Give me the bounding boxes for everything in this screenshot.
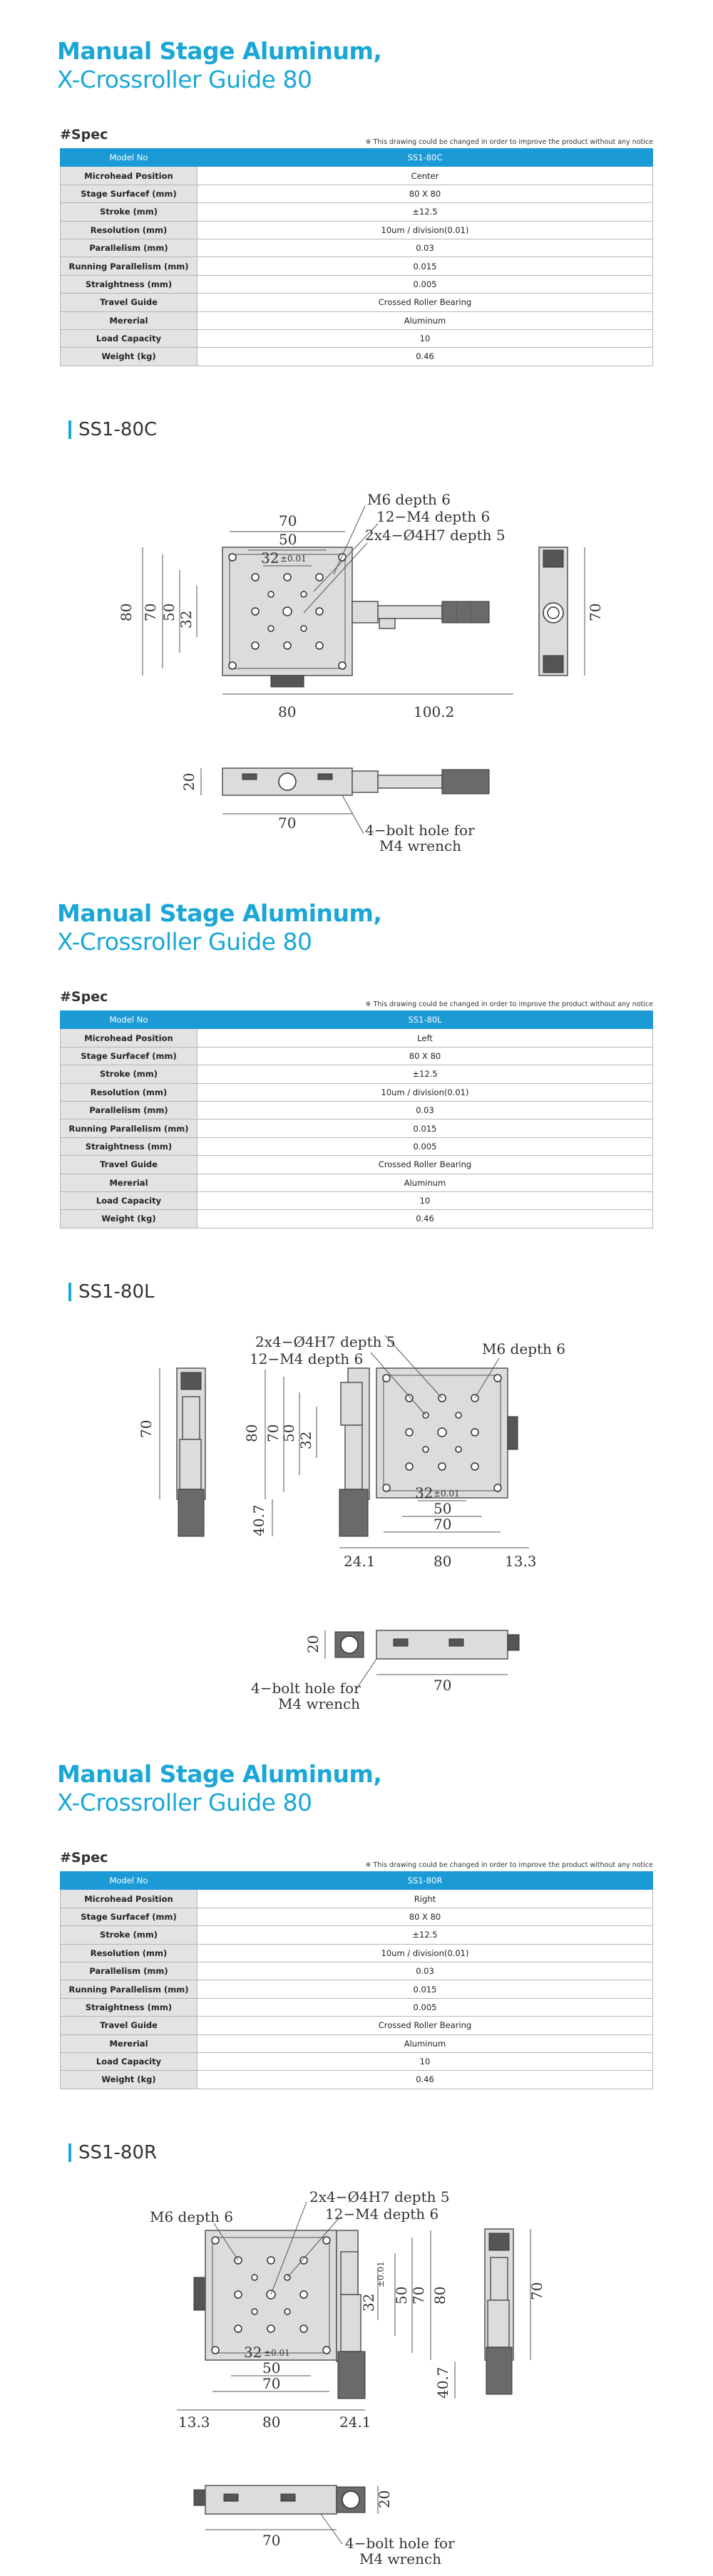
table-row — [61, 1210, 653, 1228]
spec-value: 0.03 — [198, 239, 653, 257]
spec-key: Mererial — [61, 1174, 198, 1191]
model-tag: SS1-80C — [68, 420, 157, 439]
spec-value: 0.03 — [198, 1101, 653, 1119]
dim-100: 100.2 — [414, 703, 455, 720]
page-subtitle: X-Crossroller Guide 80 — [57, 1789, 312, 1816]
dim-80-side: 80 — [243, 1424, 260, 1442]
spec-value: Aluminum — [198, 1174, 653, 1191]
spec-label: #Spec — [60, 1850, 108, 1866]
label-h7: 2x4−Ø4H7 depth 5 — [309, 2188, 450, 2205]
spec-value: ±12.5 — [198, 1065, 653, 1083]
table-header-row — [61, 149, 653, 167]
spec-value: Crossed Roller Bearing — [198, 1156, 653, 1174]
dim-50: 50 — [262, 2359, 281, 2376]
spec-value: 80 X 80 — [198, 1908, 653, 1925]
label-bolt-1: 4−bolt hole for — [345, 2535, 455, 2552]
dim-70-front: 70 — [262, 2532, 281, 2549]
dim-80-side: 80 — [118, 603, 135, 621]
spec-key: Straightness (mm) — [61, 275, 198, 293]
label-bolt-1: 4−bolt hole for — [365, 822, 475, 839]
spec-label: #Spec — [60, 127, 108, 143]
spec-key: Stage Surfacef (mm) — [61, 1908, 198, 1925]
dim-32: 32 — [261, 549, 279, 567]
page-title: Manual Stage Aluminum, — [57, 37, 382, 65]
dim-40-7: 40.7 — [434, 2366, 451, 2399]
spec-key: Mererial — [61, 311, 198, 329]
dim-40-7: 40.7 — [250, 1504, 267, 1536]
drawing-svg-l — [0, 1318, 713, 1717]
dim-20: 20 — [304, 1635, 322, 1653]
page-title: Manual Stage Aluminum, — [57, 899, 382, 927]
dim-50: 50 — [434, 1500, 452, 1517]
table-header-row — [61, 1011, 653, 1029]
table-row — [61, 1980, 653, 1998]
spec-key: Stroke (mm) — [61, 203, 198, 221]
technical-drawing — [0, 463, 713, 855]
dim-50-side: 50 — [160, 603, 178, 621]
page-subtitle: X-Crossroller Guide 80 — [57, 928, 312, 956]
dim-32-side: 32 — [178, 610, 195, 629]
table-row — [61, 257, 653, 275]
dim-24-1: 24.1 — [344, 1553, 376, 1570]
table-row — [61, 348, 653, 366]
spec-value: 0.015 — [198, 1119, 653, 1137]
dim-32-side: 32 — [360, 2293, 377, 2312]
spec-value: 0.005 — [198, 1137, 653, 1155]
spec-key: Load Capacity — [61, 2052, 198, 2070]
spec-key: Resolution (mm) — [61, 221, 198, 239]
dim-70-right: 70 — [587, 603, 604, 621]
spec-key: Stage Surfacef (mm) — [61, 1047, 198, 1065]
spec-value: SS1-80R — [198, 1872, 653, 1890]
label-bolt-1: 4−bolt hole for — [251, 1680, 361, 1697]
micrometer-knob — [442, 601, 489, 623]
dim-50-side: 50 — [393, 2286, 410, 2305]
dim-tolerance: ±0.01 — [434, 1489, 460, 1499]
dim-tolerance: ±0.01 — [264, 2348, 290, 2358]
label-bolt-2: M4 wrench — [359, 2550, 442, 2567]
label-h7: 2x4−Ø4H7 depth 5 — [365, 527, 506, 544]
spec-key: Parallelism (mm) — [61, 239, 198, 257]
label-h7: 2x4−Ø4H7 depth 5 — [255, 1333, 396, 1350]
dim-70-side: 70 — [142, 603, 159, 621]
spec-value: 0.46 — [198, 348, 653, 366]
spec-key: Stroke (mm) — [61, 1065, 198, 1083]
dim-50: 50 — [279, 531, 297, 548]
dim-70: 70 — [434, 1516, 452, 1533]
dim-50-side: 50 — [280, 1424, 297, 1442]
spec-key: Running Parallelism (mm) — [61, 257, 198, 275]
spec-value: 80 X 80 — [198, 1047, 653, 1065]
table-row — [61, 1191, 653, 1209]
label-m4: 12−M4 depth 6 — [376, 508, 491, 525]
spec-value: 10 — [198, 2052, 653, 2070]
dim-80-bottom: 80 — [434, 1553, 452, 1570]
drawing-svg-r — [0, 2173, 713, 2576]
spec-key: Mererial — [61, 2034, 198, 2052]
dim-70-side: 70 — [265, 1424, 282, 1442]
spec-key: Weight (kg) — [61, 1210, 198, 1228]
table-row — [61, 2071, 653, 2089]
table-row — [61, 2052, 653, 2070]
spec-key: Load Capacity — [61, 1191, 198, 1209]
table-row — [61, 311, 653, 329]
technical-drawing — [0, 2173, 713, 2576]
dim-70-left: 70 — [138, 1419, 155, 1438]
spec-key: Microhead Position — [61, 167, 198, 185]
spec-key: Weight (kg) — [61, 348, 198, 366]
dim-80-side: 80 — [431, 2286, 448, 2305]
spec-key: Travel Guide — [61, 2017, 198, 2034]
dim-70-front: 70 — [434, 1677, 452, 1694]
label-m6: M6 depth 6 — [150, 2208, 234, 2225]
dim-70: 70 — [262, 2375, 281, 2392]
dim-70-side: 70 — [410, 2286, 427, 2305]
spec-label: #Spec — [60, 989, 108, 1005]
spec-value: Aluminum — [198, 2034, 653, 2052]
label-bolt-2: M4 wrench — [278, 1695, 361, 1712]
table-row — [61, 1174, 653, 1191]
dim-80-bottom: 80 — [262, 2414, 281, 2431]
table-row — [61, 329, 653, 347]
table-row — [61, 1047, 653, 1065]
spec-key: Running Parallelism (mm) — [61, 1980, 198, 1998]
notice-text: ※ This drawing could be changed in order to improve the product without any notice — [365, 138, 653, 146]
spec-value: 0.03 — [198, 1962, 653, 1980]
table-row — [61, 1029, 653, 1047]
table-row — [61, 1083, 653, 1101]
model-tag: SS1-80R — [68, 2143, 157, 2162]
spec-key: Resolution (mm) — [61, 1083, 198, 1101]
dim-13-3: 13.3 — [178, 2414, 210, 2431]
spec-key: Model No — [61, 149, 198, 167]
spec-value: Right — [198, 1890, 653, 1908]
dim-32-side: 32 — [297, 1431, 314, 1449]
spec-key: Weight (kg) — [61, 2071, 198, 2089]
dim-70-front: 70 — [278, 814, 297, 832]
spec-table — [60, 1871, 653, 2089]
spec-key: Model No — [61, 1011, 198, 1029]
spec-value: Crossed Roller Bearing — [198, 294, 653, 311]
drawing-svg-c — [0, 463, 713, 855]
spec-value: 80 X 80 — [198, 185, 653, 202]
spec-value: 0.015 — [198, 257, 653, 275]
label-m6: M6 depth 6 — [367, 491, 451, 508]
table-row — [61, 1137, 653, 1155]
spec-value: 10um / division(0.01) — [198, 1083, 653, 1101]
spec-key: Microhead Position — [61, 1890, 198, 1908]
spec-key: Stroke (mm) — [61, 1926, 198, 1944]
spec-key: Model No — [61, 1872, 198, 1890]
dim-20: 20 — [376, 2490, 393, 2508]
table-row — [61, 1908, 653, 1925]
spec-value: ±12.5 — [198, 203, 653, 221]
spec-key: Straightness (mm) — [61, 1137, 198, 1155]
table-row — [61, 1119, 653, 1137]
spec-key: Load Capacity — [61, 329, 198, 347]
dim-32: 32 — [244, 2344, 262, 2361]
spec-value: Aluminum — [198, 311, 653, 329]
spec-key: Running Parallelism (mm) — [61, 1119, 198, 1137]
technical-drawing — [0, 1318, 713, 1717]
table-row — [61, 1926, 653, 1944]
spec-value: 0.46 — [198, 2071, 653, 2089]
dim-70-right: 70 — [528, 2282, 545, 2300]
spec-table — [60, 148, 653, 366]
dim-32: 32 — [415, 1484, 434, 1501]
label-bolt-2: M4 wrench — [379, 837, 462, 854]
label-m4: 12−M4 depth 6 — [325, 2205, 439, 2223]
label-m6: M6 depth 6 — [482, 1340, 566, 1357]
table-row — [61, 275, 653, 293]
spec-value: ±12.5 — [198, 1926, 653, 1944]
dim-20: 20 — [180, 772, 198, 791]
table-row — [61, 1962, 653, 1980]
table-row — [61, 2017, 653, 2034]
spec-value: 10um / division(0.01) — [198, 221, 653, 239]
table-row — [61, 239, 653, 257]
table-row — [61, 1998, 653, 2016]
page-title: Manual Stage Aluminum, — [57, 1760, 382, 1788]
table-row — [61, 221, 653, 239]
spec-value: SS1-80L — [198, 1011, 653, 1029]
table-row — [61, 1156, 653, 1174]
table-row — [61, 185, 653, 202]
page-subtitle: X-Crossroller Guide 80 — [57, 66, 312, 93]
spec-key: Travel Guide — [61, 1156, 198, 1174]
spec-key: Straightness (mm) — [61, 1998, 198, 2016]
table-row — [61, 2034, 653, 2052]
spec-value: Crossed Roller Bearing — [198, 2017, 653, 2034]
spec-value: 10um / division(0.01) — [198, 1944, 653, 1962]
spec-value: 0.015 — [198, 1980, 653, 1998]
spec-key: Parallelism (mm) — [61, 1101, 198, 1119]
spec-value: 0.005 — [198, 1998, 653, 2016]
spec-key: Resolution (mm) — [61, 1944, 198, 1962]
label-m4: 12−M4 depth 6 — [250, 1350, 364, 1367]
spec-value: SS1-80C — [198, 149, 653, 167]
spec-value: 10 — [198, 1191, 653, 1209]
dim-70: 70 — [279, 512, 297, 529]
dim-24-1: 24.1 — [339, 2414, 371, 2431]
dim-tolerance-side: ±0.01 — [376, 2261, 386, 2287]
spec-value: 0.46 — [198, 1210, 653, 1228]
notice-text: ※ This drawing could be changed in order to improve the product without any notice — [365, 1861, 653, 1869]
spec-value: Center — [198, 167, 653, 185]
dim-80-bottom: 80 — [278, 703, 297, 720]
spec-table — [60, 1010, 653, 1228]
model-tag: SS1-80L — [68, 1283, 155, 1301]
spec-key: Travel Guide — [61, 294, 198, 311]
spec-key: Parallelism (mm) — [61, 1962, 198, 1980]
table-row — [61, 167, 653, 185]
spec-key: Microhead Position — [61, 1029, 198, 1047]
table-row — [61, 1944, 653, 1962]
spec-key: Stage Surfacef (mm) — [61, 185, 198, 202]
dim-13-3: 13.3 — [505, 1553, 537, 1570]
table-row — [61, 203, 653, 221]
spec-value: 10 — [198, 329, 653, 347]
table-row — [61, 1101, 653, 1119]
dim-tolerance: ±0.01 — [280, 554, 307, 564]
table-header-row — [61, 1872, 653, 1890]
spec-value: Left — [198, 1029, 653, 1047]
table-row — [61, 1890, 653, 1908]
notice-text: ※ This drawing could be changed in order to improve the product without any notice — [365, 1000, 653, 1008]
table-row — [61, 294, 653, 311]
spec-value: 0.005 — [198, 275, 653, 293]
table-row — [61, 1065, 653, 1083]
